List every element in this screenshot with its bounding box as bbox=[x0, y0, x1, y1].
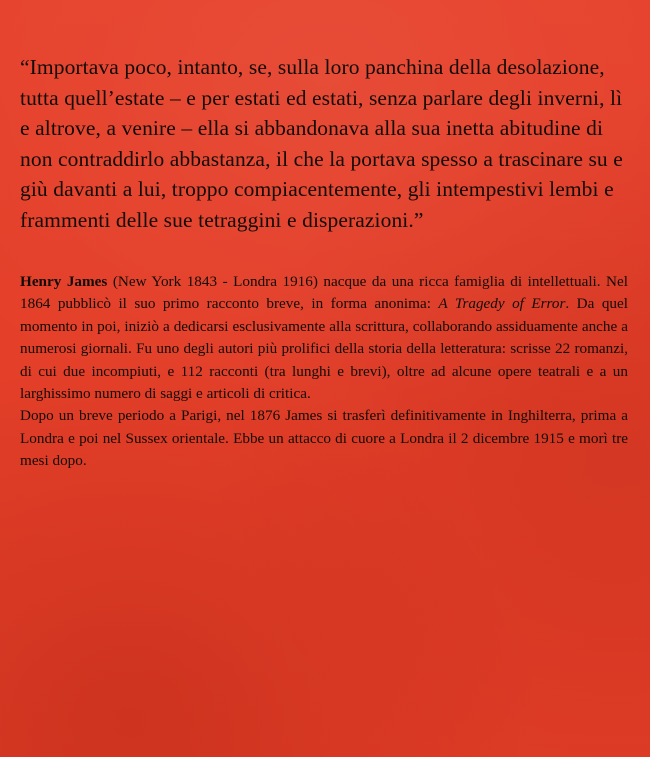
bio-text-part-1: (New York 1843 - Londra 1916) nacque da una ricca famiglia di intellettuali. Nel 1864 pubblicò il suo primo racconto breve, in forma anonima: bbox=[20, 273, 628, 313]
bio-paragraph-1 bbox=[20, 271, 628, 405]
author-name: Henry James bbox=[20, 273, 108, 290]
bio-paragraph-2: Dopo un breve periodo a Parigi, nel 1876 James si trasferì definitivamente in Inghilterra, prima a Londra e poi nel Sussex orientale. Ebbe un attacco di cuore a Londra il 2 dicembre 1915 e morì tre mesi dopo. bbox=[20, 407, 628, 470]
bio-text-part-2: . Da quel momento in poi, iniziò a dedicarsi esclusivamente alla scrittura, collaborando assiduamente anche a numerosi giornali. Fu uno degli autori più prolifici della storia della letteratura: scrisse 22 romanzi, di cui due incompiuti, e 112 racconti (tra lunghi e brevi), oltre ad alcune opere teatrali e a un larghissimo numero di saggi e articoli di critica. bbox=[20, 295, 628, 403]
author-biography bbox=[20, 271, 632, 473]
pull-quote: “Importava poco, intanto, se, sulla loro panchina della desolazione, tutta quell’estate – e per estati ed estati, senza parlare degli inverni, lì e altrove, a venire – ella si abbandonava alla sua inetta abitudine di non contraddirlo abbastanza, il che la portava spesso a trascinare su e giù davanti a lui, troppo compiacentemente, gli intempestivi lembi e frammenti delle sue tetraggini e disperazioni.” bbox=[20, 55, 623, 232]
work-title: A Tragedy of Error bbox=[438, 295, 566, 313]
cover-content bbox=[20, 52, 632, 473]
